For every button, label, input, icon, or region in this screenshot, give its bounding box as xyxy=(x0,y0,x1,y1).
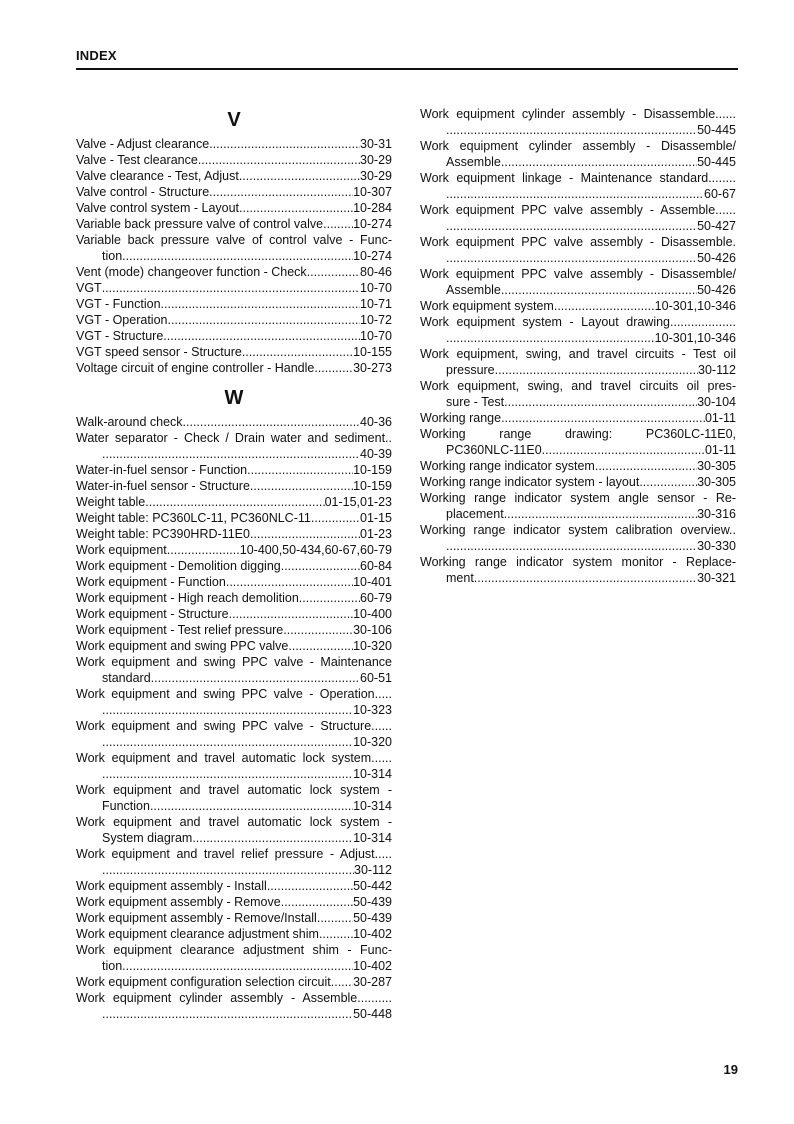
index-entry[interactable] xyxy=(76,232,392,264)
index-entry[interactable] xyxy=(76,782,392,814)
entry-title: Vent (mode) changeover function - Check xyxy=(76,265,307,279)
entry-title: Weight table xyxy=(76,495,146,509)
entry-page: 10-320 xyxy=(353,735,392,749)
entry-title: VGT - Operation xyxy=(76,313,168,327)
dot-leader xyxy=(102,734,353,750)
entry-title: Work equipment - Function xyxy=(76,575,226,589)
dot-leader xyxy=(102,862,354,878)
dot-leader xyxy=(501,282,697,298)
entry-title: Voltage circuit of engine controller - Handle xyxy=(76,361,315,375)
dot-leader xyxy=(250,526,360,542)
dot-leader xyxy=(288,638,353,654)
dot-leader xyxy=(102,1006,353,1022)
entry-title: Work equipment - Test relief pressure xyxy=(76,623,284,637)
entry-title: Work equipment clearance adjustment shim - Func- xyxy=(76,943,392,957)
dot-leader xyxy=(501,410,705,426)
entry-page: 30-305 xyxy=(697,475,736,489)
page-number: 19 xyxy=(723,1062,738,1077)
entry-page: 80-46 xyxy=(360,265,392,279)
entry-page: 30-29 xyxy=(360,169,392,183)
dot-leader xyxy=(299,590,360,606)
entry-title: Work equipment system - Layout drawing................... xyxy=(420,315,736,329)
dot-leader xyxy=(595,458,697,474)
entry-title-continued: tion xyxy=(102,249,123,263)
dot-leader xyxy=(446,538,697,554)
entry-title: Work equipment assembly - Install xyxy=(76,879,267,893)
entry-title-continued: tion xyxy=(102,959,123,973)
index-entry[interactable] xyxy=(76,878,392,894)
entry-page: 50-427 xyxy=(697,219,736,233)
entry-title: Work equipment xyxy=(76,543,167,557)
entry-title: Work equipment and swing PPC valve - Maintenance xyxy=(76,655,392,669)
dot-leader xyxy=(446,218,697,234)
entry-title: Work equipment PPC valve assembly - Assemble...... xyxy=(420,203,736,217)
entry-title: VGT - Function xyxy=(76,297,161,311)
index-entry[interactable] xyxy=(76,606,392,622)
entry-title: Valve - Adjust clearance xyxy=(76,137,210,151)
entry-page: 01-15 xyxy=(360,511,392,525)
entry-title: Work equipment and travel automatic lock system - xyxy=(76,815,392,829)
entry-title: Walk-around check xyxy=(76,415,183,429)
entry-title: Valve - Test clearance xyxy=(76,153,198,167)
index-entry[interactable] xyxy=(76,296,392,312)
entry-title-continued: ment xyxy=(446,571,474,585)
index-entry[interactable] xyxy=(76,280,392,296)
entry-title: Working range indicator system xyxy=(420,459,595,473)
index-entry[interactable] xyxy=(420,458,736,474)
entry-title: Work equipment PPC valve assembly - Disassemble. xyxy=(420,235,736,249)
entry-title: Work equipment assembly - Remove xyxy=(76,895,281,909)
entry-page: 01-15,01-23 xyxy=(324,495,392,509)
entry-page: 50-445 xyxy=(697,155,736,169)
entry-page: 60-79 xyxy=(360,591,392,605)
entry-title: Valve control system - Layout xyxy=(76,201,240,215)
entry-page: 40-39 xyxy=(360,447,392,461)
entry-page: 30-29 xyxy=(360,153,392,167)
entry-page: 30-112 xyxy=(698,363,736,377)
dot-leader xyxy=(102,702,353,718)
entry-title: VGT speed sensor - Structure xyxy=(76,345,242,359)
dot-leader xyxy=(474,570,697,586)
index-entry[interactable] xyxy=(420,234,736,266)
section-letter-w: W xyxy=(224,387,244,409)
entry-title: Work equipment cylinder assembly - Assemble.......... xyxy=(76,991,392,1005)
dot-leader xyxy=(554,298,655,314)
entry-page: 10-72 xyxy=(360,313,392,327)
dot-leader xyxy=(267,878,353,894)
entry-title: Working range xyxy=(420,411,502,425)
entry-page: 10-320 xyxy=(353,639,392,653)
entry-title: Work equipment PPC valve assembly - Disassemble/ xyxy=(420,267,736,281)
left-column xyxy=(76,106,392,1022)
v-entry-list xyxy=(76,136,392,376)
index-entry[interactable] xyxy=(420,266,736,298)
w-entry-list xyxy=(76,414,392,1022)
entry-title: Work equipment, swing, and travel circuits - Test oil xyxy=(420,347,736,361)
index-entry[interactable] xyxy=(76,184,392,200)
entry-title: Water separator - Check / Drain water and sediment.. xyxy=(76,431,392,445)
index-entry[interactable] xyxy=(76,216,392,232)
dot-leader xyxy=(311,510,360,526)
dot-leader xyxy=(239,168,360,184)
dot-leader xyxy=(314,360,353,376)
dot-leader xyxy=(247,462,353,478)
entry-title: Working range indicator system calibration overview.. xyxy=(420,523,736,537)
entry-page: 30-104 xyxy=(697,395,736,409)
dot-leader xyxy=(145,494,324,510)
dot-leader xyxy=(167,542,240,558)
index-entry[interactable] xyxy=(420,426,736,458)
dot-leader xyxy=(226,574,353,590)
entry-page: 10-402 xyxy=(353,959,392,973)
entry-page: 30-316 xyxy=(697,507,736,521)
entry-page: 30-106 xyxy=(353,623,392,637)
entry-title: Work equipment and swing PPC valve - Operation..... xyxy=(76,687,392,701)
entry-title: Valve control - Structure xyxy=(76,185,210,199)
entry-title-continued: pressure xyxy=(446,363,495,377)
dot-leader xyxy=(198,152,360,168)
index-entry[interactable] xyxy=(420,346,736,378)
index-entry[interactable] xyxy=(76,590,392,606)
entry-title-continued: placement xyxy=(446,507,504,521)
entry-title: VGT xyxy=(76,281,102,295)
header-rule xyxy=(76,68,738,70)
dot-leader xyxy=(319,926,353,942)
entry-title: Work equipment and travel relief pressure - Adjust..... xyxy=(76,847,392,861)
index-entry[interactable] xyxy=(420,314,736,346)
index-entry[interactable] xyxy=(76,136,392,152)
entry-title: Work equipment - High reach demolition xyxy=(76,591,299,605)
entry-title-continued: Assemble xyxy=(446,155,501,169)
entry-title-continued: Assemble xyxy=(446,283,501,297)
entry-page: 50-445 xyxy=(697,123,736,137)
entry-title: Work equipment cylinder assembly - Disassemble/ xyxy=(420,139,736,153)
entry-title: Work equipment - Structure xyxy=(76,607,229,621)
index-entry[interactable] xyxy=(76,574,392,590)
dot-leader xyxy=(167,312,360,328)
index-entry[interactable] xyxy=(76,510,392,526)
entry-title: Working range indicator system - layout xyxy=(420,475,640,489)
dot-leader xyxy=(239,200,353,216)
entry-title: Work equipment configuration selection circuit. xyxy=(76,975,335,989)
entry-page: 50-442 xyxy=(353,879,392,893)
index-entry[interactable] xyxy=(76,894,392,910)
index-entry[interactable] xyxy=(76,360,392,376)
dot-leader xyxy=(307,264,360,280)
index-entry[interactable] xyxy=(420,106,736,138)
index-entry[interactable] xyxy=(76,910,392,926)
entry-page: 50-426 xyxy=(697,283,736,297)
dot-leader xyxy=(122,248,353,264)
entry-page: 30-305 xyxy=(697,459,736,473)
dot-leader xyxy=(283,622,353,638)
entry-title: Working range indicator system monitor - Replace- xyxy=(420,555,736,569)
index-entry[interactable] xyxy=(420,554,736,586)
dot-leader xyxy=(501,154,697,170)
dot-leader xyxy=(504,394,697,410)
entry-title: Valve clearance - Test, Adjust xyxy=(76,169,239,183)
entry-title-continued: Function xyxy=(102,799,150,813)
index-entry[interactable] xyxy=(76,344,392,360)
entry-page: 10-400 xyxy=(353,607,392,621)
index-entry[interactable] xyxy=(420,298,736,314)
entry-page: 10-323 xyxy=(353,703,392,717)
dot-leader xyxy=(446,250,697,266)
dot-leader xyxy=(317,910,353,926)
index-entry[interactable] xyxy=(76,526,392,542)
index-entry[interactable] xyxy=(76,942,392,974)
entry-title: Work equipment and travel automatic lock system...... xyxy=(76,751,392,765)
dot-leader xyxy=(150,798,353,814)
entry-page: 30-31 xyxy=(360,137,392,151)
index-entry[interactable] xyxy=(76,558,392,574)
entry-page: 10-401 xyxy=(353,575,392,589)
entry-page: 10-70 xyxy=(360,281,392,295)
index-entry[interactable] xyxy=(420,474,736,490)
dot-leader xyxy=(102,446,360,462)
index-entry[interactable] xyxy=(76,846,392,878)
entry-title: Work equipment cylinder assembly - Disassemble...... xyxy=(420,107,736,121)
entry-title: Variable back pressure valve of control valve xyxy=(76,217,324,231)
entry-title: Work equipment and swing PPC valve xyxy=(76,639,289,653)
dot-leader xyxy=(209,136,360,152)
entry-page: 30-330 xyxy=(697,539,736,553)
entry-page: 10-314 xyxy=(353,767,392,781)
index-entry[interactable] xyxy=(420,490,736,522)
entry-page: 30-112 xyxy=(354,863,392,877)
entry-page: 10-400,50-434,60-67,60-79 xyxy=(239,543,392,557)
entry-title: Work equipment - Demolition digging xyxy=(76,559,281,573)
index-entry[interactable] xyxy=(76,430,392,462)
entry-title: Working range drawing: PC360LC-11E0, xyxy=(420,427,736,441)
index-entry[interactable] xyxy=(76,494,392,510)
dot-leader xyxy=(323,216,353,232)
dot-leader xyxy=(495,362,698,378)
index-entry[interactable] xyxy=(76,718,392,750)
index-entry[interactable] xyxy=(76,990,392,1022)
entry-title: Work equipment, swing, and travel circuits oil pres- xyxy=(420,379,736,393)
dot-leader xyxy=(151,670,360,686)
entry-page: 30-287 xyxy=(353,975,392,989)
entry-page: 10-159 xyxy=(353,479,392,493)
dot-leader xyxy=(161,296,360,312)
entry-title: VGT - Structure xyxy=(76,329,164,343)
entry-page: 01-23 xyxy=(360,527,392,541)
entry-page: 01-11 xyxy=(704,411,736,425)
dot-leader xyxy=(334,974,353,990)
entry-page: 10-274 xyxy=(353,217,392,231)
index-entry[interactable] xyxy=(76,328,392,344)
dot-leader xyxy=(209,184,353,200)
entry-page: 10-159 xyxy=(353,463,392,477)
index-entry[interactable] xyxy=(76,750,392,782)
entry-title: Work equipment assembly - Remove/Install xyxy=(76,911,317,925)
entry-page: 50-426 xyxy=(697,251,736,265)
entry-title: Work equipment and swing PPC valve - Structure...... xyxy=(76,719,392,733)
entry-title: Water-in-fuel sensor - Function xyxy=(76,463,248,477)
dot-leader xyxy=(281,558,360,574)
entry-title: Work equipment system xyxy=(420,299,554,313)
entry-title: Water-in-fuel sensor - Structure xyxy=(76,479,250,493)
dot-leader xyxy=(122,958,353,974)
dot-leader xyxy=(163,328,360,344)
index-entry[interactable] xyxy=(420,138,736,170)
dot-leader xyxy=(446,330,655,346)
entry-title: Weight table: PC360LC-11, PC360NLC-11 xyxy=(76,511,311,525)
index-entry[interactable] xyxy=(76,686,392,718)
entry-title-continued: standard xyxy=(102,671,151,685)
entry-title-continued: sure - Test xyxy=(446,395,505,409)
entry-page: 10-301,10-346 xyxy=(654,331,736,345)
index-entry[interactable] xyxy=(420,378,736,410)
entry-page: 60-67 xyxy=(704,187,736,201)
entry-title: Weight table: PC390HRD-11E0 xyxy=(76,527,250,541)
index-entry[interactable] xyxy=(76,312,392,328)
dot-leader xyxy=(281,894,353,910)
entry-page: 10-71 xyxy=(360,297,392,311)
dot-leader xyxy=(229,606,353,622)
entry-page: 60-51 xyxy=(360,671,392,685)
dot-leader xyxy=(542,442,705,458)
entry-title: Work equipment and travel automatic lock system - xyxy=(76,783,392,797)
entry-page: 50-439 xyxy=(353,895,392,909)
entry-page: 10-402 xyxy=(353,927,392,941)
index-entry[interactable] xyxy=(420,522,736,554)
dot-leader xyxy=(192,830,353,846)
entry-page: 60-84 xyxy=(360,559,392,573)
entry-title-continued: PC360NLC-11E0 xyxy=(446,443,542,457)
index-entry[interactable] xyxy=(76,654,392,686)
entry-page: 10-307 xyxy=(353,185,392,199)
dot-leader xyxy=(102,280,360,296)
entry-title: Working range indicator system angle sensor - Re- xyxy=(420,491,736,505)
index-entry[interactable] xyxy=(76,638,392,654)
index-entry[interactable] xyxy=(76,542,392,558)
entry-page: 50-448 xyxy=(353,1007,392,1021)
entry-page: 10-70 xyxy=(360,329,392,343)
entry-title: Work equipment clearance adjustment shim xyxy=(76,927,319,941)
section-letter-v: V xyxy=(227,109,241,131)
index-entry[interactable] xyxy=(76,168,392,184)
entry-page: 30-321 xyxy=(697,571,736,585)
index-entry[interactable] xyxy=(76,478,392,494)
entry-title: Variable back pressure valve of control valve - Func- xyxy=(76,233,392,247)
dot-leader xyxy=(242,344,353,360)
entry-page: 10-284 xyxy=(353,201,392,215)
index-entry[interactable] xyxy=(420,410,736,426)
entry-title-continued: System diagram xyxy=(102,831,193,845)
entry-page: 40-36 xyxy=(360,415,392,429)
dot-leader xyxy=(183,414,360,430)
index-entry[interactable] xyxy=(76,152,392,168)
entry-page: 10-155 xyxy=(353,345,392,359)
right-column xyxy=(420,106,736,586)
index-entry[interactable] xyxy=(76,414,392,430)
index-entry[interactable] xyxy=(76,200,392,216)
dot-leader xyxy=(446,186,704,202)
entry-page: 30-273 xyxy=(353,361,392,375)
dot-leader xyxy=(504,506,697,522)
entry-page: 50-439 xyxy=(353,911,392,925)
dot-leader xyxy=(102,766,353,782)
index-entry[interactable] xyxy=(420,170,736,202)
dot-leader xyxy=(250,478,353,494)
header-title: INDEX xyxy=(76,48,117,63)
entry-page: 10-314 xyxy=(353,799,392,813)
dot-leader xyxy=(639,474,697,490)
entry-page: 10-301,10-346 xyxy=(654,299,736,313)
index-entry[interactable] xyxy=(420,202,736,234)
index-entry[interactable] xyxy=(76,462,392,478)
dot-leader xyxy=(446,122,697,138)
entry-page: 01-11 xyxy=(704,443,736,457)
entry-title: Work equipment linkage - Maintenance standard........ xyxy=(420,171,736,185)
index-entry[interactable] xyxy=(76,622,392,638)
right-entry-list xyxy=(420,106,736,586)
entry-page: 10-274 xyxy=(353,249,392,263)
entry-page: 10-314 xyxy=(353,831,392,845)
index-entry[interactable] xyxy=(76,926,392,942)
index-entry[interactable] xyxy=(76,814,392,846)
index-entry[interactable] xyxy=(76,974,392,990)
index-entry[interactable] xyxy=(76,264,392,280)
